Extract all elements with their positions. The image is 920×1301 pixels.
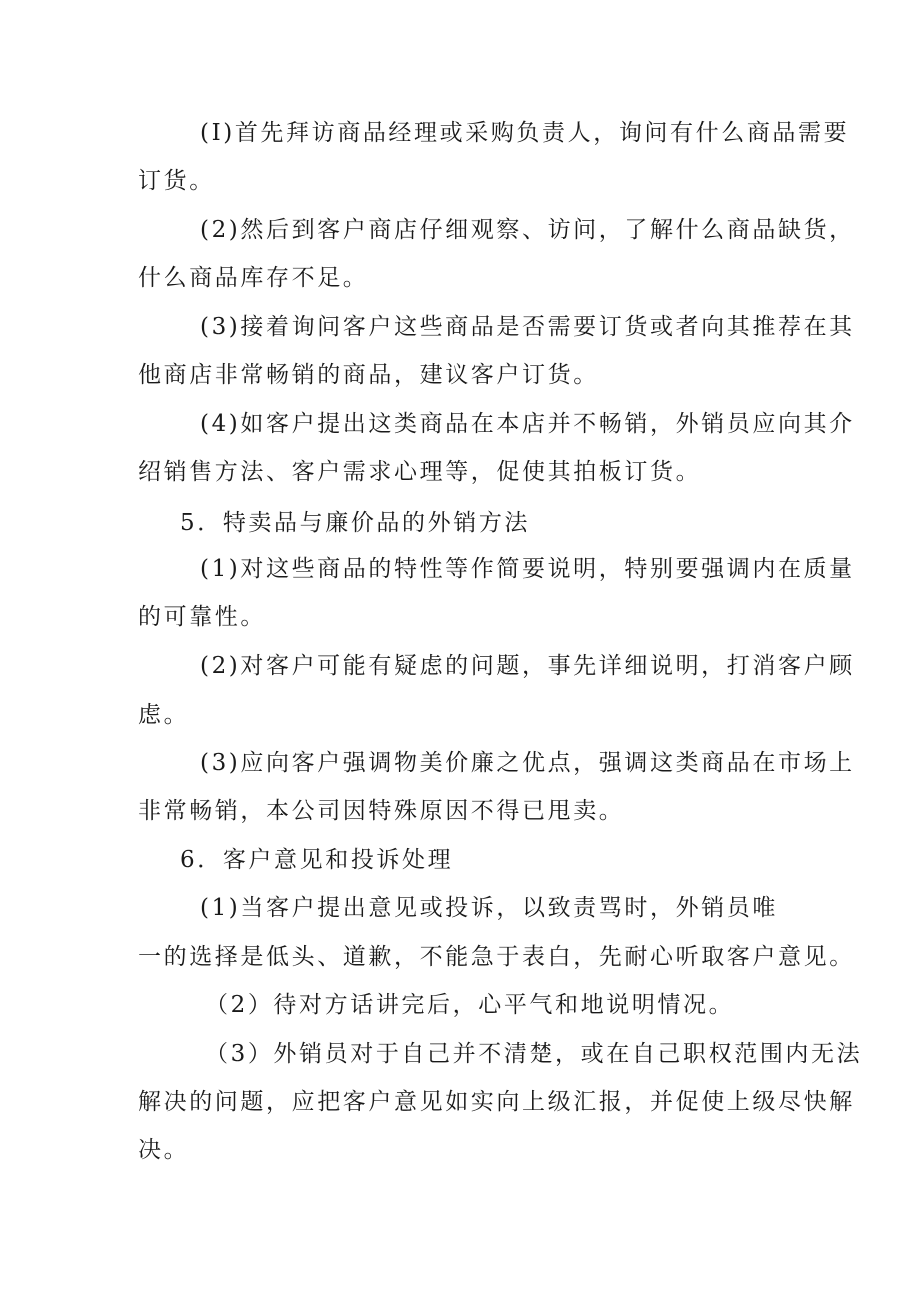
paragraph-line: 解决的问题，应把客户意见如实向上级汇报，并促使上级尽快解 <box>138 1089 855 1115</box>
paragraph-line: (2)对客户可能有疑虑的问题，事先详细说明，打消客户顾 <box>200 653 855 679</box>
paragraph-line: 非常畅销，本公司因特殊原因不得已甩卖。 <box>138 798 625 824</box>
paragraph-line: (3)应向客户强调物美价廉之优点，强调这类商品在市场上 <box>200 750 855 776</box>
paragraph-line: 他商店非常畅销的商品，建议客户订货。 <box>138 362 599 388</box>
paragraph-line: (3)接着询问客户这些商品是否需要订货或者向其推荐在其 <box>200 314 855 340</box>
paragraph-line: (1)当客户提出意见或投诉，以致责骂时，外销员唯 <box>200 895 778 921</box>
section-heading: 5．特卖品与廉价品的外销方法 <box>180 510 531 536</box>
paragraph-line: 绍销售方法、客户需求心理等，促使其拍板订货。 <box>138 459 702 485</box>
paragraph-line: (1)对这些商品的特性等作简要说明，特别要强调内在质量 <box>200 556 855 582</box>
paragraph-line: 的可靠性。 <box>138 604 266 630</box>
paragraph-line: 什么商品库存不足。 <box>138 265 369 291</box>
paragraph-line: 虑。 <box>138 702 190 728</box>
paragraph-line: 订货。 <box>138 168 215 194</box>
paragraph-line: （2）待对方话讲完后，心平气和地说明情况。 <box>205 992 735 1018</box>
paragraph-line: 决。 <box>138 1137 190 1163</box>
paragraph-line: (4)如客户提出这类商品在本店并不畅销，外销员应向其介 <box>200 411 855 437</box>
paragraph-line: （3）外销员对于自己并不清楚，或在自己职权范围内无法 <box>205 1041 863 1067</box>
section-heading: 6．客户意见和投诉处理 <box>180 847 454 873</box>
paragraph-line: 一的选择是低头、道歉，不能急于表白，先耐心听取客户意见。 <box>138 944 855 970</box>
paragraph-line: (2)然后到客户商店仔细观察、访问，了解什么商品缺货， <box>200 217 855 243</box>
paragraph-line: (I)首先拜访商品经理或采购负责人，询问有什么商品需要 <box>200 120 850 146</box>
